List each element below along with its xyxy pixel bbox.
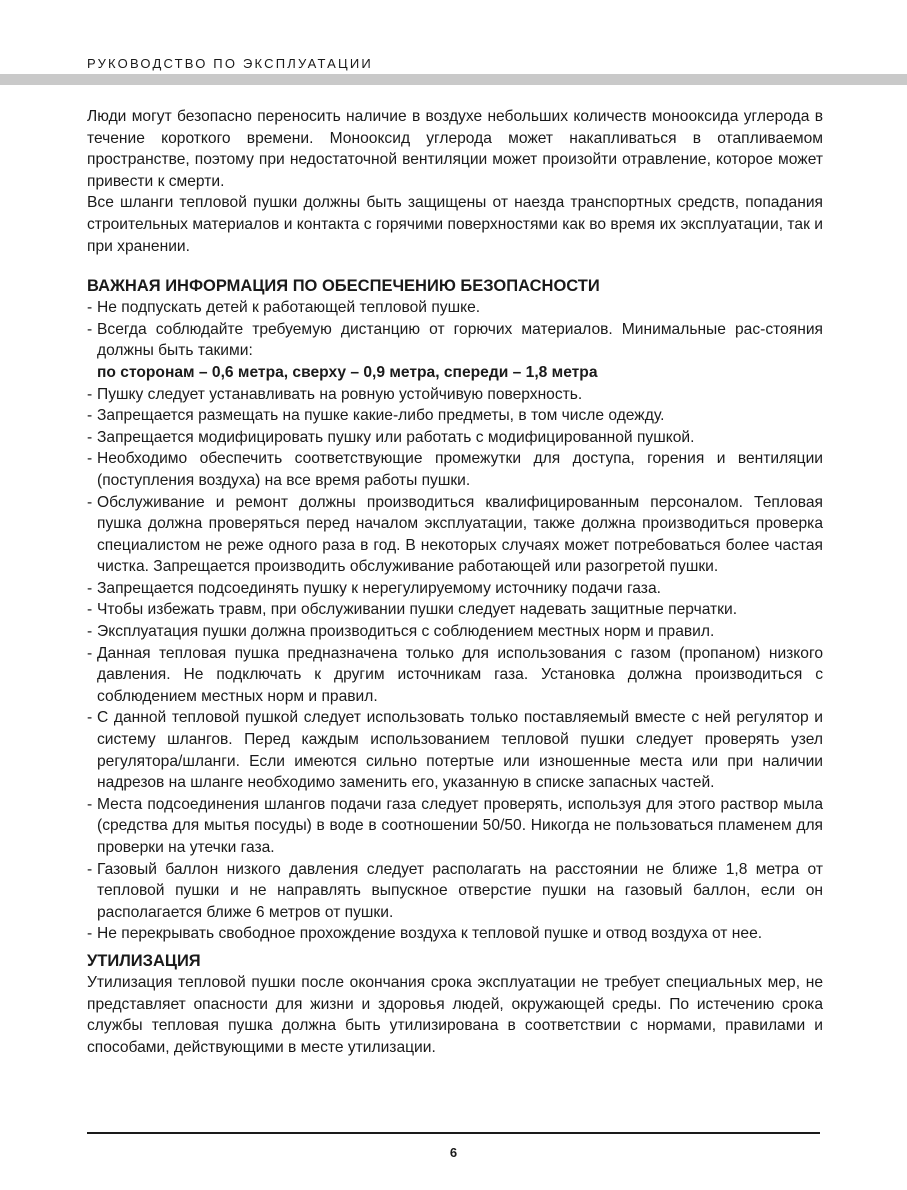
intro-paragraph-2: Все шланги тепловой пушки должны быть защищены от наезда транспортных средств, попадания строительных материалов и контакта с горячими поверхностями как во время их эксплуатации, так и при хранении. xyxy=(87,194,823,255)
footer-rule xyxy=(87,1132,820,1134)
running-header: РУКОВОДСТВО ПО ЭКСПЛУАТАЦИИ xyxy=(87,56,373,71)
list-item: - Запрещается размещать на пушке какие-либо предметы, в том числе одежду. xyxy=(87,407,665,425)
list-item: - Газовый баллон низкого давления следует располагать на расстоянии не ближе 1,8 метра от тепловой пушки и не направлять выпускное отверстие пушки на газовый баллон, если он располагается ближе 6 метров от пушки. xyxy=(87,860,823,921)
list-item: - Запрещается модифицировать пушку или работать с модифицированной пушкой. xyxy=(87,428,695,446)
safety-list xyxy=(87,297,823,945)
page-number: 6 xyxy=(449,1145,458,1160)
distances-line: по сторонам – 0,6 метра, сверху – 0,9 метра, спереди – 1,8 метра xyxy=(97,363,598,381)
list-item: - С данной тепловой пушкой следует использовать только поставляемый вместе с ней регулятор и систему шлангов. Перед каждым использованием тепловой пушки следует проверять узел регулятора/шланги. Если имеются сильно потертые или изношенные места или при наличии надрезов на шланге необходимо заменить его, указанную в списке запасных частей. xyxy=(87,709,823,792)
list-item: - Не перекрывать свободное прохождение воздуха к тепловой пушке и отвод воздуха от нее. xyxy=(87,925,763,943)
disposal-paragraph: Утилизация тепловой пушки после окончания срока эксплуатации не требует специальных мер, не представляет опасности для жизни и здоровья людей, окружающей среды. По истечению срока службы тепловая пушка должна быть утилизирована в соответствии с нормами, правилами и способами, действующими в месте утилизации. xyxy=(87,973,823,1056)
list-item: - Необходимо обеспечить соответствующие промежутки для доступа, горения и вентиляции (поступления воздуха) на все время работы пушки. xyxy=(87,450,823,489)
header-bar xyxy=(0,74,907,85)
list-item: - Запрещается подсоединять пушку к нерегулируемому источнику подачи газа. xyxy=(87,579,661,597)
intro-paragraph-1: Люди могут безопасно переносить наличие в воздухе небольших количеств монооксида углерода в течение короткого времени. Монооксид углерода может накапливаться в отапливаемом пространстве, поэтому при недостаточной вентиляции может произойти отравление, которое может привести к смерти. xyxy=(87,108,823,190)
safety-section-title: ВАЖНАЯ ИНФОРМАЦИЯ ПО ОБЕСПЕЧЕНИЮ БЕЗОПАСНОСТИ xyxy=(87,277,600,296)
list-item: - Данная тепловая пушка предназначена только для использования с газом (пропаном) низкого давления. Не подключать к другим источникам газа. Установка должна производиться с соблюдением местных норм и правил. xyxy=(87,644,823,705)
list-item: - Эксплуатация пушки должна производиться с соблюдением местных норм и правил. xyxy=(87,623,715,641)
list-item: - Всегда соблюдайте требуемую дистанцию от горючих материалов. Минимальные рас-стояния должны быть такими: xyxy=(87,320,823,360)
list-item: - Не подпускать детей к работающей тепловой пушке. xyxy=(87,299,481,317)
list-item: - Чтобы избежать травм, при обслуживании пушки следует надевать защитные перчатки. xyxy=(87,601,738,619)
disposal-section-title: УТИЛИЗАЦИЯ xyxy=(87,951,201,970)
page-content xyxy=(87,106,823,1058)
list-item: - Пушку следует устанавливать на ровную устойчивую поверхность. xyxy=(87,385,583,403)
list-item: - Места подсоединения шлангов подачи газа следует проверять, используя для этого раствор мыла (средства для мытья посуды) в воде в соотношении 50/50. Никогда не пользоваться пламенем для проверки на утечки газа. xyxy=(87,795,823,856)
list-item: - Обслуживание и ремонт должны производиться квалифицированным персоналом. Тепловая пушка должна проверяться перед началом эксплуатации, также должна производиться проверка специалистом не реже одного раза в год. В некоторых случаях может потребоваться более частая чистка. Запрещается производить обслуживание работающей или разогретой пушки. xyxy=(87,493,823,576)
